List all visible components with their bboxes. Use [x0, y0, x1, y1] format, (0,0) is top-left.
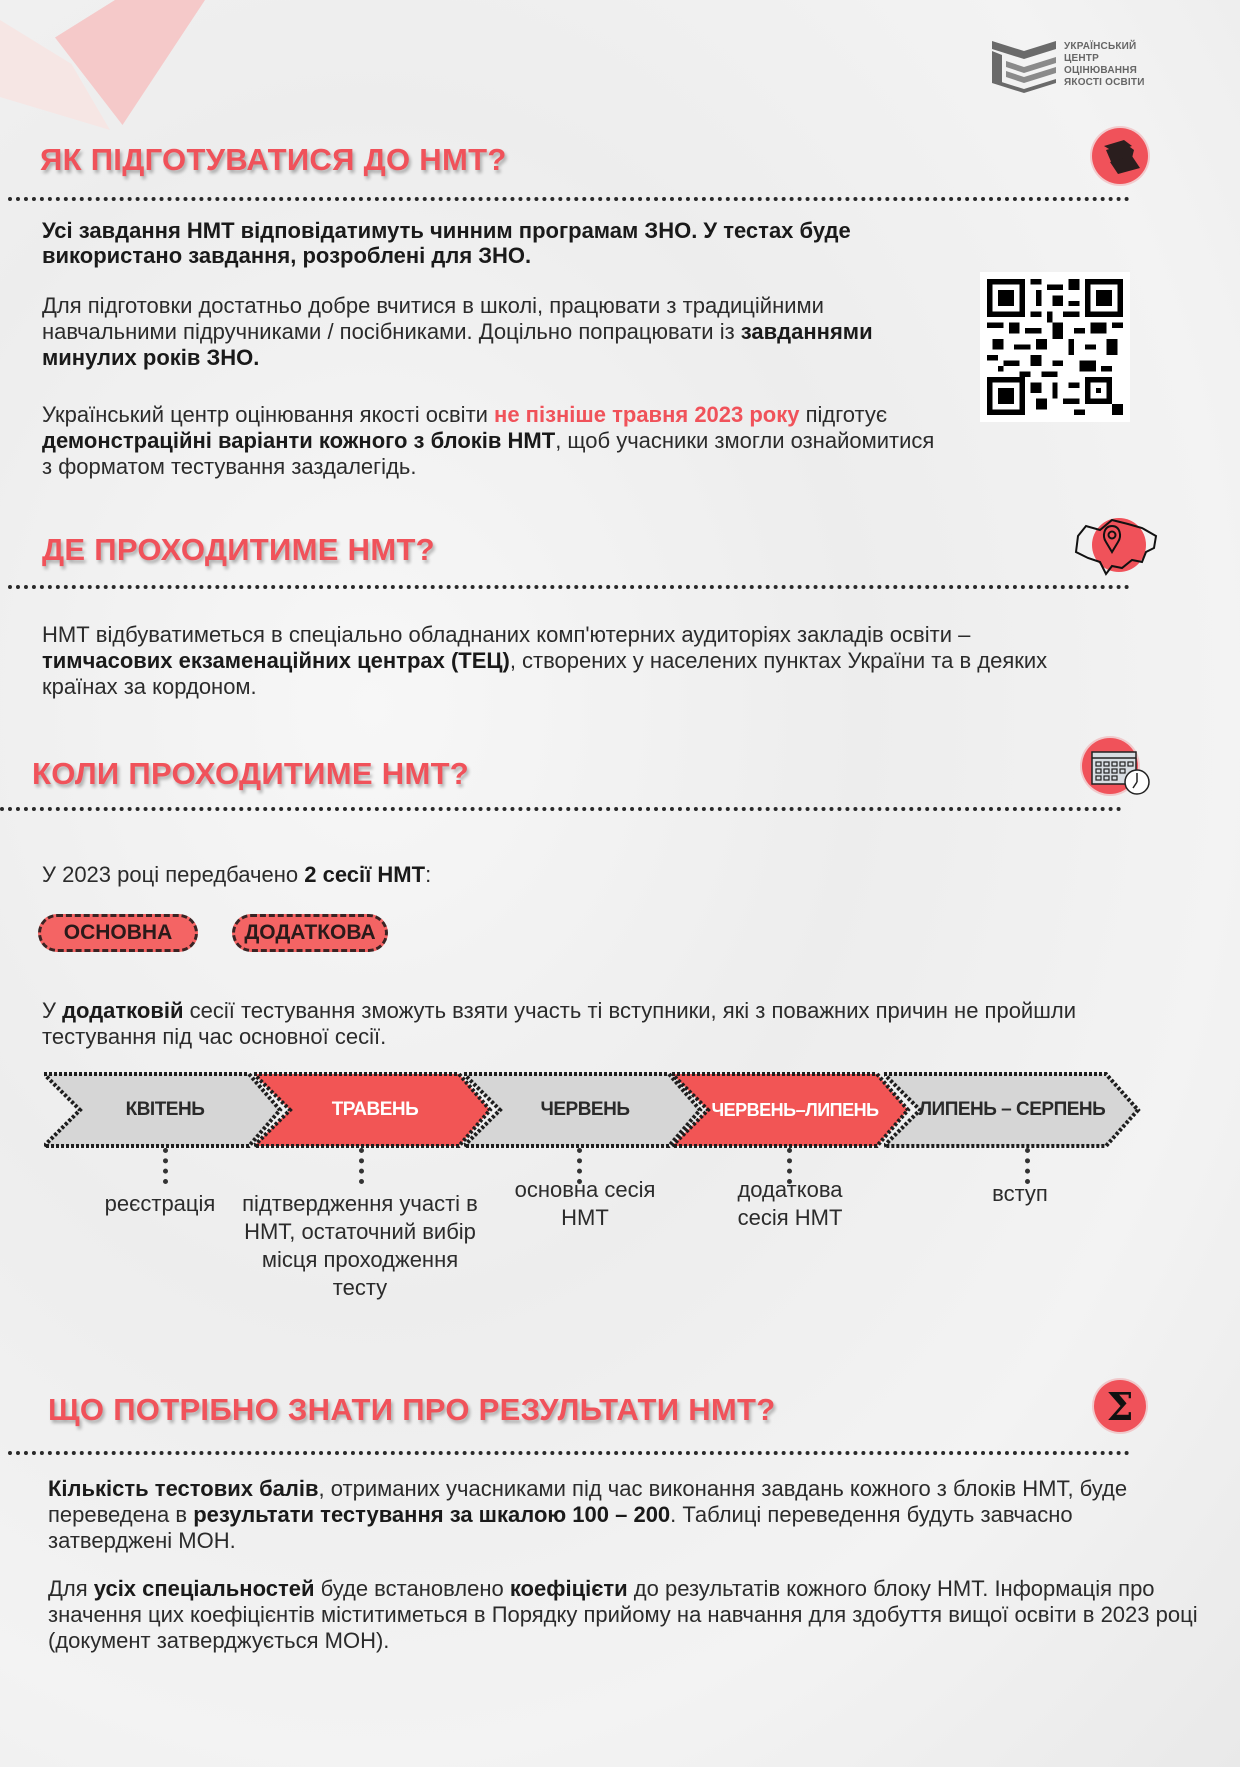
coefficients-text	[48, 1576, 1198, 1654]
additional-session-text	[42, 998, 1122, 1050]
text-span: буде встановлено	[314, 1576, 510, 1601]
text-span: підготує	[799, 402, 888, 427]
bold-span: Кількість тестових балів	[48, 1476, 319, 1501]
timeline-desc-main-session: основна сесія НМТ	[514, 1177, 656, 1230]
section-divider	[8, 585, 1130, 589]
text-span: У 2023 році передбачено	[42, 862, 305, 887]
section-title-results: ЩО ПОТРІБНО ЗНАТИ ПРО РЕЗУЛЬТАТИ НМТ?	[48, 1392, 776, 1427]
section-divider	[8, 1451, 1130, 1455]
session-badge-additional: ДОДАТКОВА	[232, 914, 388, 952]
timeline-month-label: ЧЕРВЕНЬ–ЛИПЕНЬ	[711, 1099, 879, 1120]
text-span: Для підготовки достатньо добре вчитися в школі, працювати з традиційними навчальними підручниками / посібниками. Доцільно попрацювати із	[42, 293, 824, 344]
logo-line: ЦЕНТР	[1064, 53, 1099, 64]
timeline-connector	[163, 1148, 168, 1184]
bold-span: усіх спеціальностей	[93, 1576, 315, 1601]
intro-text: Усі завдання НМТ відповідатимуть чинним програмам ЗНО. У тестах буде використано завдання, розроблені для ЗНО.	[42, 218, 851, 268]
timeline-month-label: ЧЕРВЕНЬ	[540, 1099, 630, 1120]
timeline	[44, 1070, 1164, 1150]
timeline-desc-additional-session: додаткова сесія НМТ	[737, 1177, 843, 1230]
section-title-where: ДЕ ПРОХОДИТИМЕ НМТ?	[42, 532, 435, 567]
sigma-icon: Σ	[1094, 1380, 1146, 1432]
timeline-month-label: КВІТЕНЬ	[125, 1099, 205, 1120]
timeline-month-label: ЛИПЕНЬ – СЕРПЕНЬ	[918, 1099, 1106, 1120]
text-span: , отриманих учасниками під час виконання завдань кожного з блоків НМТ, буде переведена в	[48, 1476, 1128, 1527]
text-span: до результатів кожного блоку НМТ. Інформація про значення цих коефіцієнтів міститиметься в Порядку прийому на навчання для здобуття вищої освіти в 2023 році (документ затверджується МОН).	[48, 1576, 1198, 1653]
timeline-month-label: ТРАВЕНЬ	[331, 1099, 419, 1120]
text-span: НМТ відбуватиметься в спеціально обладнаних комп'ютерних аудиторіях закладів освіти –	[42, 622, 971, 647]
book-logo-icon	[990, 37, 1058, 93]
timeline-step-april	[44, 1070, 284, 1150]
text-span: , створених у населених пунктах України та в деяких країнах за кордоном.	[42, 648, 1048, 699]
logo-line: ОЦІНЮВАННЯ	[1064, 65, 1137, 76]
bold-span: тимчасових екзаменаційних центрах (ТЕЦ)	[42, 648, 510, 673]
location-text	[42, 622, 1082, 700]
deadline-highlight: не пізніше травня 2023 року	[494, 402, 800, 427]
text-span: , щоб учасники змогли ознайомитися з форматом тестування заздалегідь.	[42, 428, 935, 479]
section-title-prepare: ЯК ПІДГОТУВАТИСЯ ДО НМТ?	[40, 142, 507, 177]
timeline-step-may	[254, 1070, 494, 1150]
test-scores-text	[48, 1476, 1188, 1554]
timeline-desc-admission: вступ	[992, 1181, 1048, 1206]
text-span: :	[425, 862, 432, 887]
qr-code[interactable]	[980, 272, 1130, 422]
section-title-when: КОЛИ ПРОХОДИТИМЕ НМТ?	[32, 756, 470, 791]
logo-line: ЯКОСТІ ОСВІТИ	[1064, 77, 1145, 88]
sessions-count-text	[42, 862, 431, 888]
ukraine-map-pin-icon	[1072, 510, 1164, 582]
bold-span: завданнями минулих років ЗНО.	[42, 319, 873, 370]
section-divider	[8, 197, 1130, 201]
timeline-desc-registration: реєстрація	[104, 1191, 216, 1216]
text-span: . Таблиці переведення будуть завчасно затверджені МОН.	[48, 1502, 1073, 1553]
text-span: У	[42, 998, 63, 1023]
text-span: Для	[48, 1576, 94, 1601]
preparation-text	[42, 293, 922, 371]
ucequality-logo	[990, 37, 1145, 93]
book-icon	[1092, 128, 1148, 184]
logo-text	[1064, 41, 1145, 89]
text-span: сесії тестування зможуть взяти участь ті вступники, які з поважних причин не пройшли тестування під час основної сесії.	[42, 998, 1076, 1049]
timeline-desc-confirmation: підтвердження участі в НМТ, остаточний вибір місця проходження тесту	[242, 1191, 478, 1300]
text-span: Український центр оцінювання якості освіти	[42, 402, 495, 427]
timeline-step-july-august	[884, 1070, 1144, 1150]
timeline-connector	[359, 1148, 364, 1184]
session-badge-main: ОСНОВНА	[38, 914, 198, 952]
bold-span: 2 сесії НМТ	[304, 862, 426, 887]
bold-span: результати тестування за шкалою 100 – 200	[193, 1502, 671, 1527]
section-divider	[0, 807, 1122, 811]
logo-line: УКРАЇНСЬКИЙ	[1064, 41, 1137, 52]
calendar-clock-icon	[1082, 738, 1138, 794]
demo-variants-text	[42, 402, 942, 480]
timeline-step-june	[464, 1070, 704, 1150]
bold-span: коефіцієти	[509, 1576, 628, 1601]
bold-span: демонстраційні варіанти кожного з блоків НМТ	[42, 428, 556, 453]
timeline-connector	[1025, 1148, 1030, 1184]
bold-span: додатковій	[62, 998, 184, 1023]
timeline-step-june-july	[672, 1070, 912, 1150]
